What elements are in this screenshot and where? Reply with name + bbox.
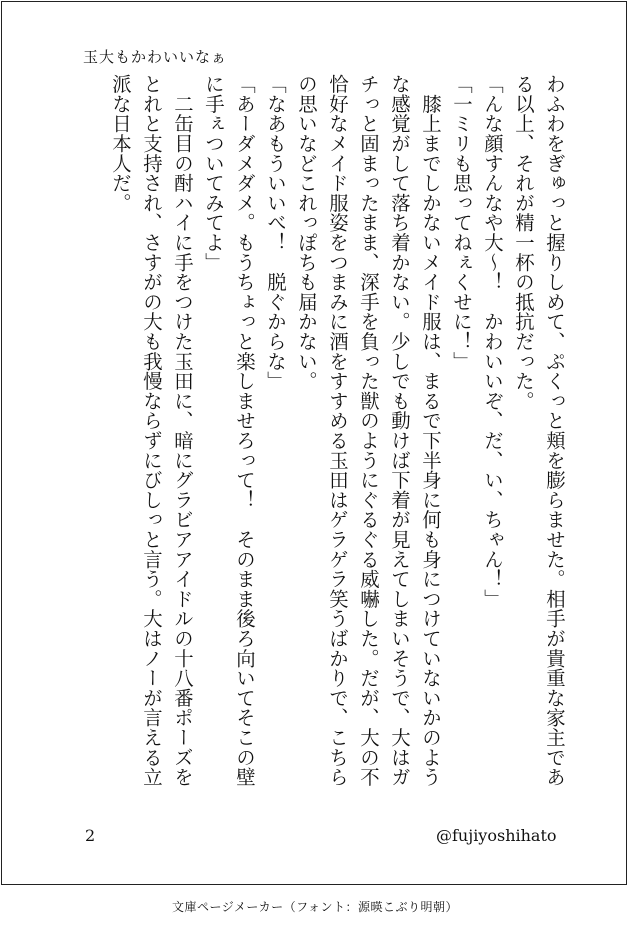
text-line: わふわをぎゅっと握りしめて、ぷくっと頬を膨らませた。相手が貴重な家主であ xyxy=(543,74,566,787)
generator-caption: 文庫ページメーカー（フォント：源暎こぶり明朝） xyxy=(171,900,459,914)
running-header-title: 玉大もかわいいなぁ xyxy=(83,48,228,66)
text-line: の思いなどこれっぽちも届かない。 xyxy=(295,74,318,391)
page-number: 2 xyxy=(85,826,96,845)
text-line: 二缶目の酎ハイに手をつけた玉田に、暗にグラビアアイドルの十八番ポーズを xyxy=(171,74,194,787)
text-line: とれと支持され、さすがの大も我慢ならずにびしっと言う。大はノーが言える立 xyxy=(140,74,163,787)
text-line: 派な日本人だ。 xyxy=(109,74,132,213)
text-line: 「あーダメダメ。もうちょっと楽しませろって！ そのまま後ろ向いてそこの壁 xyxy=(233,74,256,787)
text-line: な感覚がして落ち着かない。少しでも動けば下着が見えてしまいそうで、大はガ xyxy=(388,74,411,787)
vertical-body-text xyxy=(70,74,570,794)
text-line: 「一ミリも思ってねぇくせに！」 xyxy=(450,74,473,371)
page-frame xyxy=(1,1,627,885)
author-handle: @fujiyoshihato xyxy=(436,826,557,845)
text-line: に手ぇついてみてよ」 xyxy=(202,74,225,272)
text-line: チっと固まったまま、深手を負った獣のようにぐるぐる威嚇した。だが、大の不 xyxy=(357,74,380,787)
text-line: 「なあもういいべ！ 脱ぐからな」 xyxy=(264,74,287,391)
text-line: 「んな顔すんなや大～！ かわいいぞ、だ、い、ちゃん！」 xyxy=(481,74,504,609)
text-line: る以上、それが精一杯の抵抗だった。 xyxy=(512,74,535,411)
text-line: 恰好なメイド服姿をつまみに酒をすすめる玉田はゲラゲラ笑うばかりで、こちら xyxy=(326,74,349,787)
text-line: 膝上までしかないメイド服は、まるで下半身に何も身につけていないかのよう xyxy=(419,74,442,787)
